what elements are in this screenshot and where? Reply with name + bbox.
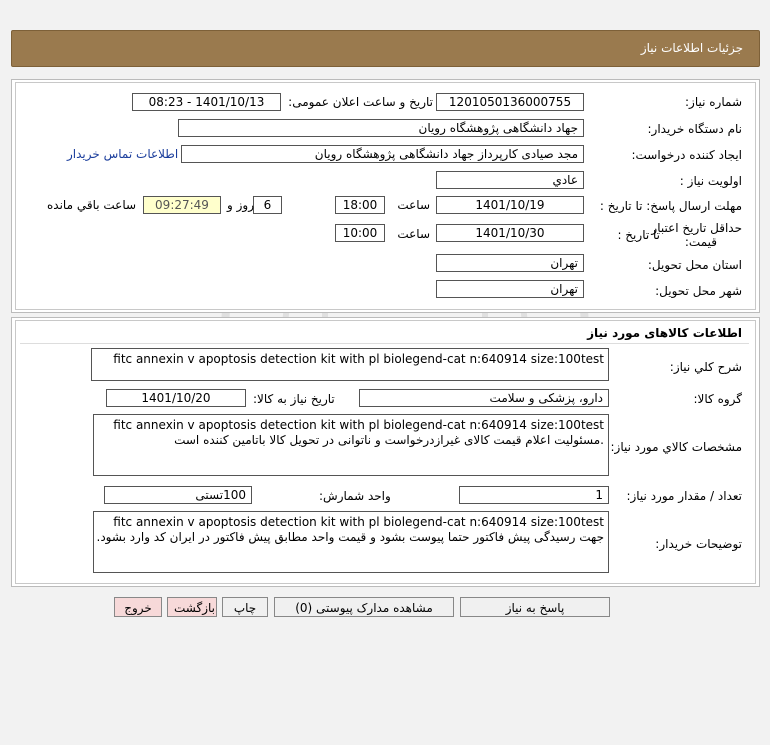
need-date-field: 1401/10/20 xyxy=(106,389,246,407)
validity-date-field: 1401/10/30 xyxy=(436,224,584,242)
reply-time-field: 18:00 xyxy=(335,196,385,214)
city-label: شهر محل تحویل: xyxy=(655,284,742,298)
view-attachments-button[interactable]: مشاهده مدارک پیوستی (0) xyxy=(274,597,454,617)
specs-line-1: fitc annexin v apoptosis detection kit with pl biolegend-cat n:640914 size:100test xyxy=(113,418,604,432)
back-button[interactable]: بازگشت xyxy=(167,597,217,617)
specs-field xyxy=(93,414,609,476)
specs-label: مشخصات کالاي مورد نیاز: xyxy=(610,440,742,454)
need-date-label: تاریخ نیاز به کالا: xyxy=(253,392,335,406)
validity-label-line1: حداقل تاریخ اعتبار xyxy=(651,221,742,235)
group-field: دارو، پزشکی و سلامت xyxy=(359,389,609,407)
specs-line-2: .مسئولیت اعلام قیمت کالای غیرازدرخواست و ناتوانی در تحویل کالا باتامین کننده است xyxy=(174,433,604,447)
remaining-time-field: 09:27:49 xyxy=(143,196,221,214)
need-number-label: شماره نیاز: xyxy=(685,95,742,109)
qty-label: تعداد / مقدار مورد نیاز: xyxy=(626,489,742,503)
buyer-contact-link[interactable]: اطلاعات تماس خریدار xyxy=(67,147,179,161)
need-info-inner xyxy=(15,82,756,310)
page-header xyxy=(11,30,760,67)
unit-field: 100تستی xyxy=(104,486,252,504)
requester-label: ایجاد کننده درخواست: xyxy=(631,148,742,162)
buyer-org-field: جهاد دانشگاهی پژوهشگاه رویان xyxy=(178,119,584,137)
province-label: استان محل تحویل: xyxy=(647,258,742,272)
days-remaining-field: 6 xyxy=(253,196,282,214)
priority-label: اولویت نیاز : xyxy=(679,174,742,188)
remaining-label: ساعت باقي مانده xyxy=(47,198,137,212)
group-label: گروه کالا: xyxy=(693,392,742,406)
goods-section-title: اطلاعات کالاهای مورد نیاز xyxy=(587,326,742,340)
days-label: روز و xyxy=(227,198,254,212)
reply-date-field: 1401/10/19 xyxy=(436,196,584,214)
province-field: تهران xyxy=(436,254,584,272)
summary-label: شرح کلي نیاز: xyxy=(669,360,742,374)
validity-to-label: تا تاریخ : xyxy=(617,228,660,242)
reply-deadline-label: مهلت ارسال پاسخ: تا تاریخ : xyxy=(599,199,742,213)
notes-line-2: جهت رسیدگی پیش فاکتور حتما پیوست بشود و قیمت واحد مطابق پیش فاکتور در ایران کد وارد بشود. xyxy=(96,530,604,544)
section-divider xyxy=(20,343,749,344)
need-number-field: 1201050136000755 xyxy=(436,93,584,111)
exit-button[interactable]: خروج xyxy=(114,597,162,617)
validity-time-label: ساعت xyxy=(397,227,430,241)
validity-label-line2: قیمت: xyxy=(684,235,717,249)
reply-time-label: ساعت xyxy=(397,198,430,212)
reply-button[interactable]: پاسخ به نیاز xyxy=(460,597,610,617)
page-title: جزئیات اطلاعات نیاز xyxy=(640,41,743,55)
priority-field: عادي xyxy=(436,171,584,189)
city-field: تهران xyxy=(436,280,584,298)
requester-field: مجد صیادی کارپرداز جهاد دانشگاهی پژوهشگاه رویان xyxy=(181,145,584,163)
qty-field: 1 xyxy=(459,486,609,504)
notes-line-1: fitc annexin v apoptosis detection kit with pl biolegend-cat n:640914 size:100test xyxy=(113,515,604,529)
unit-label: واحد شمارش: xyxy=(319,489,391,503)
validity-time-field: 10:00 xyxy=(335,224,385,242)
summary-field xyxy=(91,348,609,381)
buyer-notes-label: توضیحات خریدار: xyxy=(655,537,742,551)
announce-date-field: 1401/10/13 - 08:23 xyxy=(132,93,281,111)
summary-text: fitc annexin v apoptosis detection kit with pl biolegend-cat n:640914 size:100test xyxy=(113,352,604,366)
announce-label: تاریخ و ساعت اعلان عمومی: xyxy=(288,95,433,109)
buyer-notes-field xyxy=(93,511,609,573)
print-button[interactable]: چاپ xyxy=(222,597,268,617)
buyer-org-label: نام دستگاه خریدار: xyxy=(647,122,742,136)
